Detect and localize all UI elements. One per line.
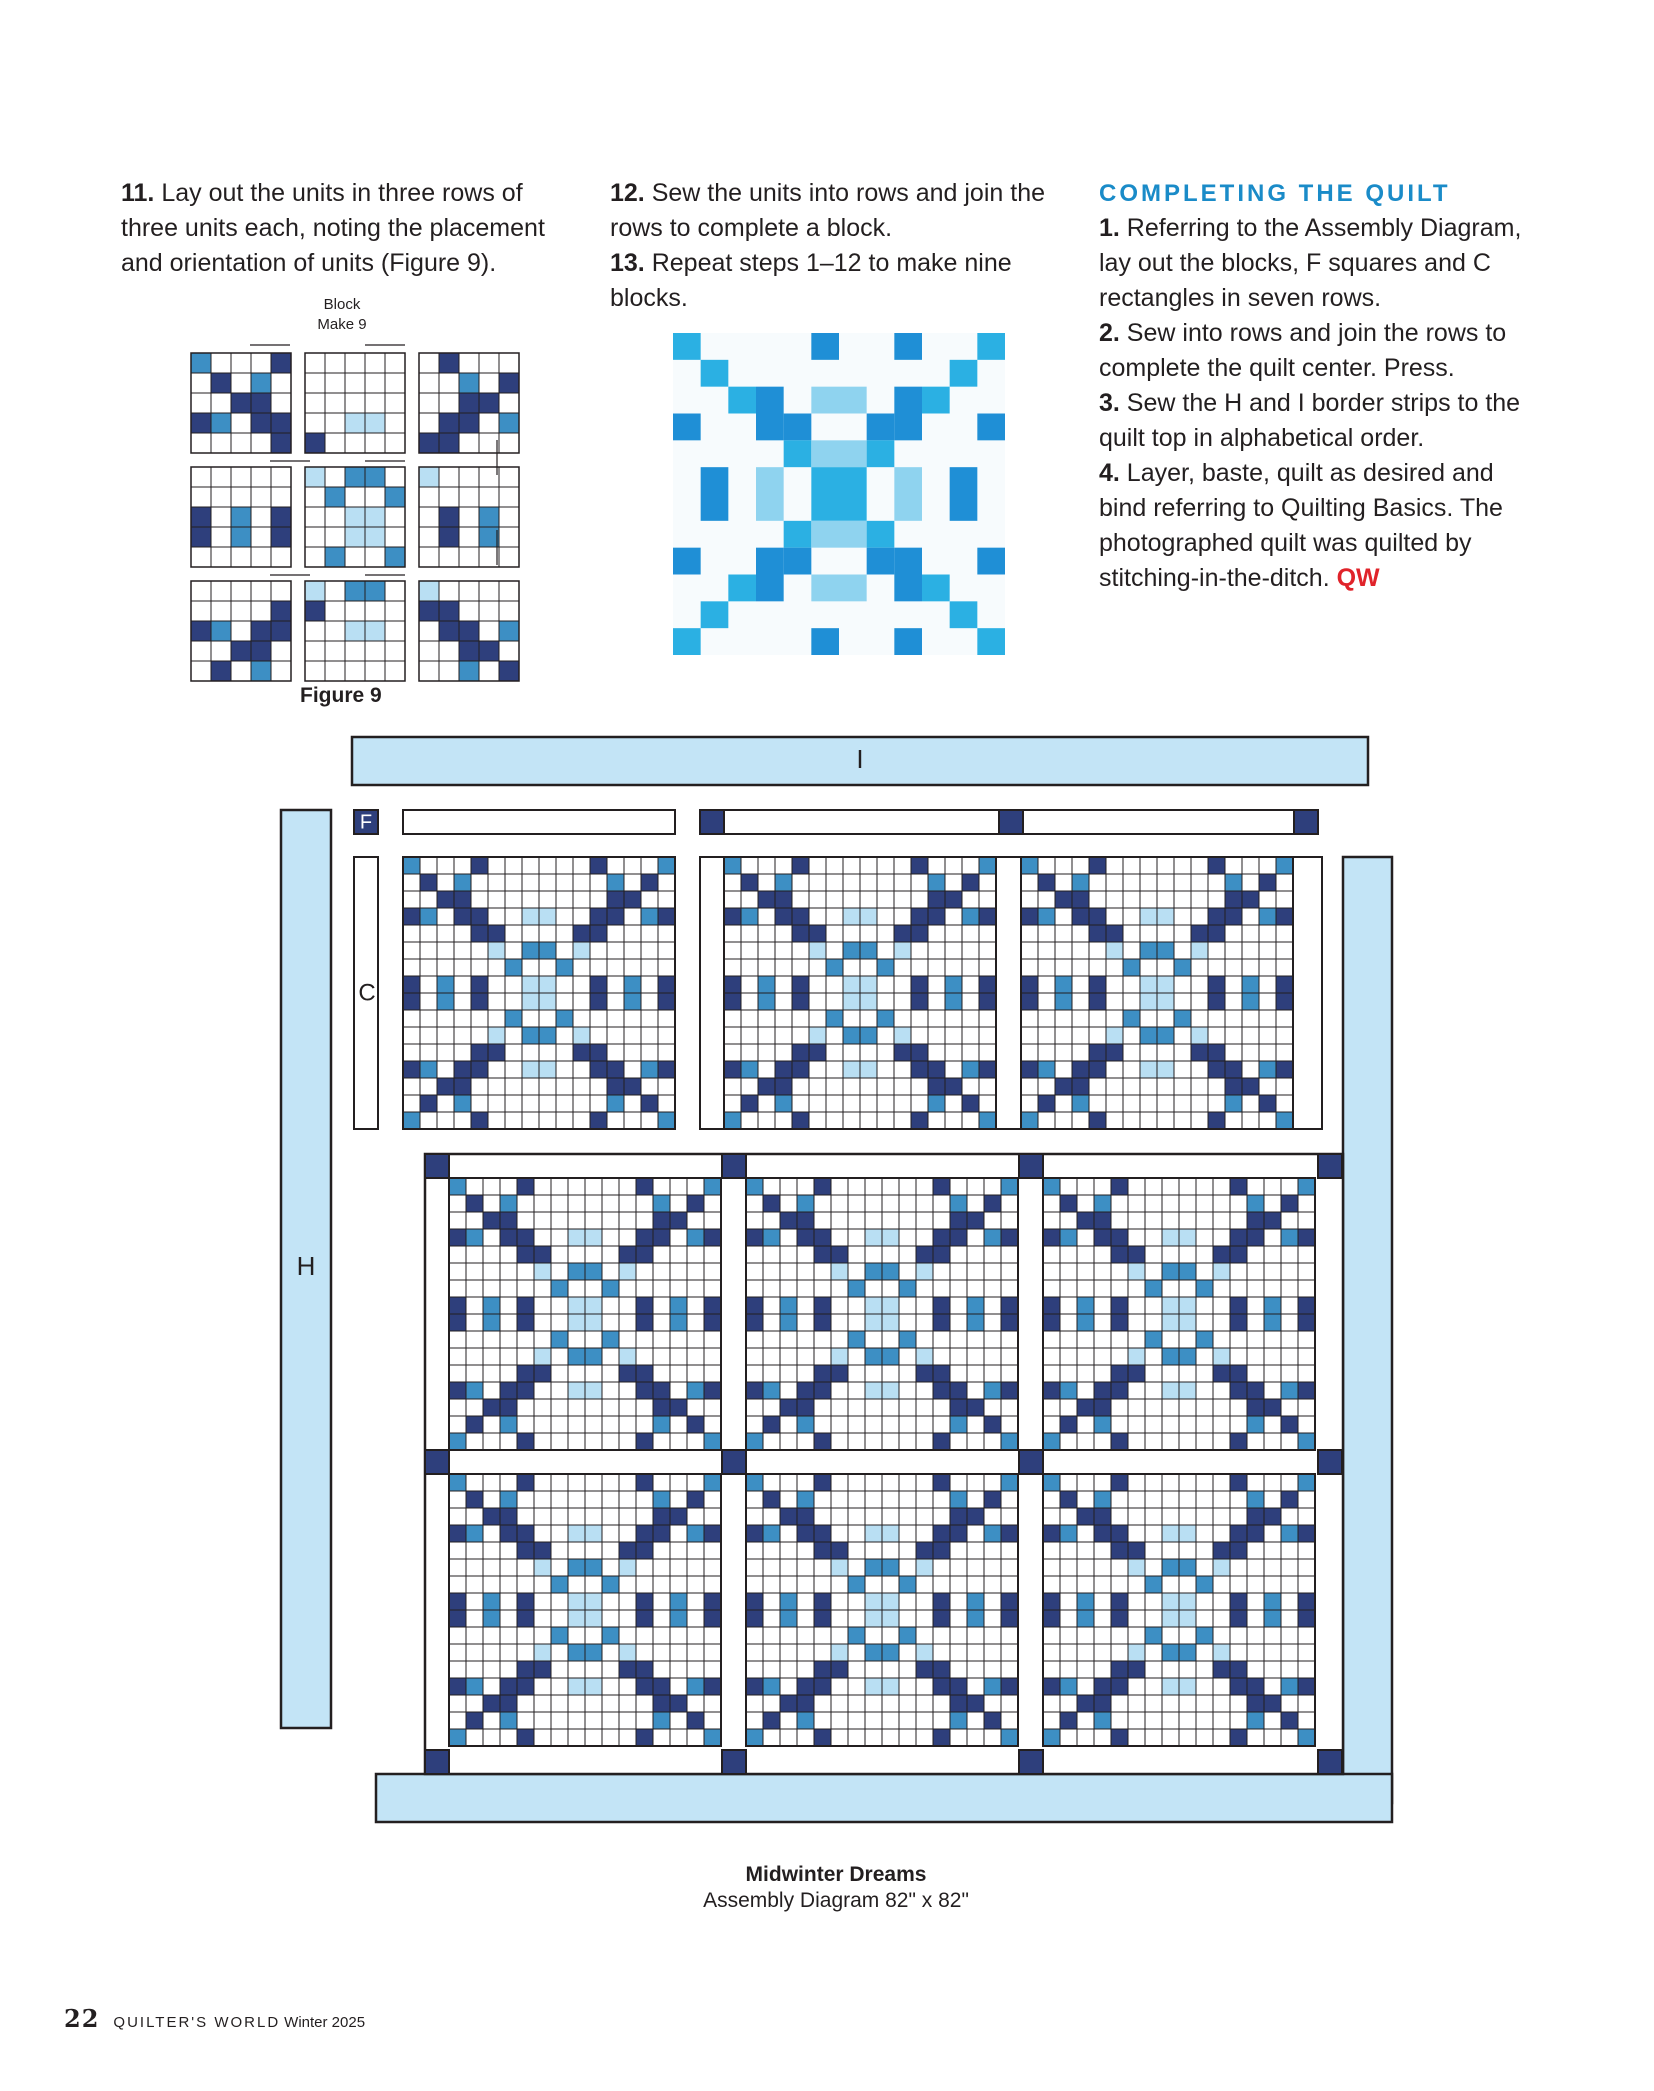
figure9-caption: Figure 9	[300, 684, 382, 707]
step-text: Lay out the units in three rows of three units each, noting the placement and orientation of units (Figure 9).	[121, 179, 545, 277]
step-number: 2.	[1099, 319, 1120, 347]
f-square	[999, 810, 1023, 834]
f-square	[425, 1750, 449, 1774]
make-label: Make 9	[317, 316, 367, 333]
assembly-caption	[560, 1862, 1112, 1914]
f-square	[425, 1450, 449, 1474]
label-C: C	[358, 979, 376, 1007]
qw-end-mark: QW	[1336, 564, 1380, 592]
step-text: Repeat steps 1–12 to make nine blocks.	[610, 249, 1012, 312]
f-square	[722, 1750, 746, 1774]
quilt-block	[403, 857, 675, 1129]
f-square	[722, 1450, 746, 1474]
f-square	[1294, 810, 1318, 834]
figure9-unit	[419, 467, 519, 567]
label-I: I	[856, 743, 864, 774]
quilt-block	[449, 1474, 721, 1746]
step-number: 12.	[610, 179, 645, 207]
assembly-subtitle: Assembly Diagram 82" x 82"	[703, 1889, 969, 1912]
step-text: Layer, baste, quilt as desired and bind referring to Quilting Basics. The photographed quilt was quilted by stitching-in-the-ditch.	[1099, 459, 1503, 592]
f-square	[1019, 1750, 1043, 1774]
quilt-block	[746, 1474, 1018, 1746]
f-square	[1019, 1450, 1043, 1474]
sashing-C	[403, 810, 675, 834]
sashing-C	[724, 810, 999, 834]
label-F: F	[359, 811, 373, 834]
border-strip-I-bottom	[376, 1774, 1392, 1822]
section-heading: COMPLETING THE QUILT	[1099, 180, 1451, 207]
figure9-unit	[305, 353, 405, 453]
step-number: 1.	[1099, 214, 1120, 242]
f-square	[722, 1154, 746, 1178]
step-number: 13.	[610, 249, 645, 277]
f-square	[1318, 1750, 1342, 1774]
f-square	[1019, 1154, 1043, 1178]
magazine-name: QUILTER'S WORLD	[113, 2014, 281, 2031]
step-text: Sew into rows and join the rows to complete the quilt center. Press.	[1099, 319, 1507, 382]
assembly-diagram	[281, 737, 1392, 1822]
figure9-unit	[305, 581, 405, 681]
f-square	[425, 1154, 449, 1178]
step-text: Referring to the Assembly Diagram, lay out the blocks, F squares and C rectangles in seven rows.	[1099, 214, 1522, 312]
page-number: 22	[64, 2004, 100, 2033]
step-number: 4.	[1099, 459, 1120, 487]
quilt-block	[724, 857, 996, 1129]
step-number: 11.	[121, 179, 155, 207]
assembly-title: Midwinter Dreams	[745, 1863, 927, 1886]
quilt-block	[449, 1178, 721, 1450]
block-photo	[673, 333, 1005, 655]
step-text: Sew the units into rows and join the rows to complete a block.	[610, 179, 1045, 242]
page-footer	[64, 2004, 365, 2033]
figure9-unit	[191, 581, 291, 681]
figure9-unit	[419, 353, 519, 453]
figure9-unit	[191, 467, 291, 567]
step-text: Sew the H and I border strips to the quilt top in alphabetical order.	[1099, 389, 1521, 452]
f-square	[1318, 1450, 1342, 1474]
figure9-unit	[191, 353, 291, 453]
sashing-C	[1023, 810, 1294, 834]
f-square	[1318, 1154, 1342, 1178]
label-H: H	[296, 1250, 316, 1281]
step-number: 3.	[1099, 389, 1120, 417]
quilt-block	[1021, 857, 1293, 1129]
f-square	[700, 810, 724, 834]
figure9-unit	[419, 581, 519, 681]
quilt-block	[1043, 1474, 1315, 1746]
quilt-block	[746, 1178, 1018, 1450]
figure9-diagram	[191, 345, 519, 681]
border-strip-H-right	[1343, 857, 1392, 1803]
issue-label: Winter 2025	[284, 2014, 366, 2031]
quilt-block	[1043, 1178, 1315, 1450]
block-label: Block	[323, 296, 361, 313]
figure9-unit	[305, 467, 405, 567]
